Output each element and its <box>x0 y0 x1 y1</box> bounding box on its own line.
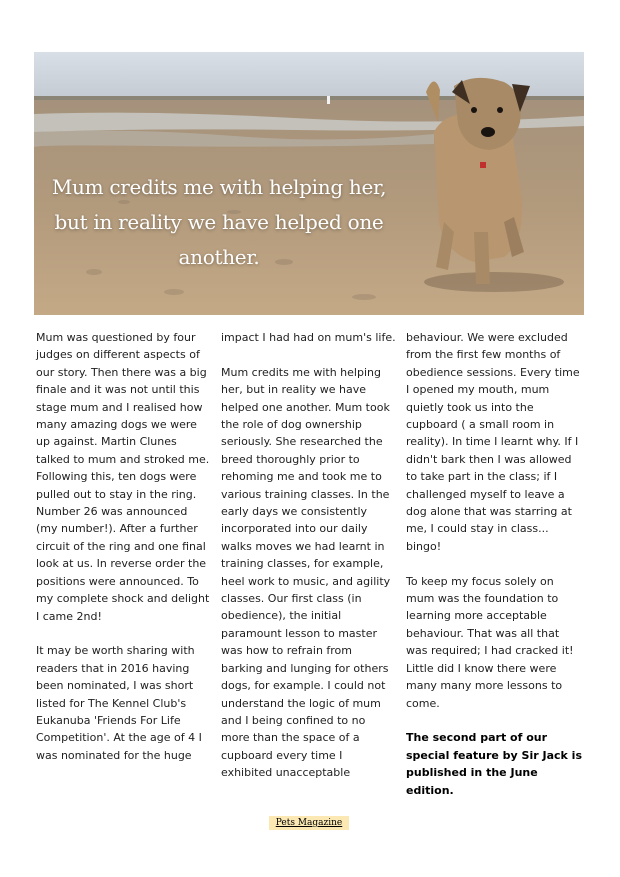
paragraph: impact I had had on mum's life. <box>221 331 396 344</box>
paragraph: behaviour. We were excluded from the first few months of obedience sessions. Every time I opened my mouth, mum quietly took us into the cupboard ( a small room in reality). In time I learnt why. If I didn't bark then I was allowed to take part in the class; if I challenged myself to leave a dog alone that was starring at me, I could stay in class... bingo! <box>406 331 580 553</box>
article-column-2 <box>221 329 397 799</box>
paragraph: Mum credits me with helping her, but in reality we have helped one another. Mum took the role of dog ownership seriously. She researched the breed thoroughly prior to rehoming me and took me to various training classes. In the early days we consistently incorporated into our daily walks moves we had learnt in training classes, for example, heel work to music, and agility classes. Our first class (in obedience), the initial paramount lesson to master was how to refrain from barking and lunging for others dogs, for example. I could not understand the logic of mum and I being confined to no more than the space of a cupboard every time I exhibited unacceptable <box>221 365 391 780</box>
footer-magazine-label[interactable]: Pets Magazine <box>269 816 349 830</box>
closing-note: The second part of our special feature by Sir Jack is published in the June edition. <box>406 731 582 797</box>
paragraph: Mum was questioned by four judges on different aspects of our story. Then there was a big finale and it was not until this stage mum and I realised how many amazing dogs we were up against. Martin Clunes talked to mum and stroked me. Following this, ten dogs were pulled out to stay in the ring. Number 26 was announced (my number!). After a further circuit of the ring and one final look at us. In reverse order the positions were announced. To my complete shock and delight I came 2nd! <box>36 331 210 623</box>
article-column-1 <box>36 329 212 782</box>
article-column-3 <box>406 329 582 816</box>
pull-quote: Mum credits me with helping her, but in reality we have helped one another. <box>51 175 387 269</box>
paragraph: To keep my focus solely on mum was the foundation to learning more acceptable behaviour. That was all that was required; I had cracked it! Little did I know there were many many more lessons to come. <box>406 574 574 710</box>
paragraph: It may be worth sharing with readers that in 2016 having been nominated, I was short listed for The Kennel Club's Eukanuba 'Friends For Life Competition'. At the age of 4 I was nominated for the huge <box>36 644 202 762</box>
